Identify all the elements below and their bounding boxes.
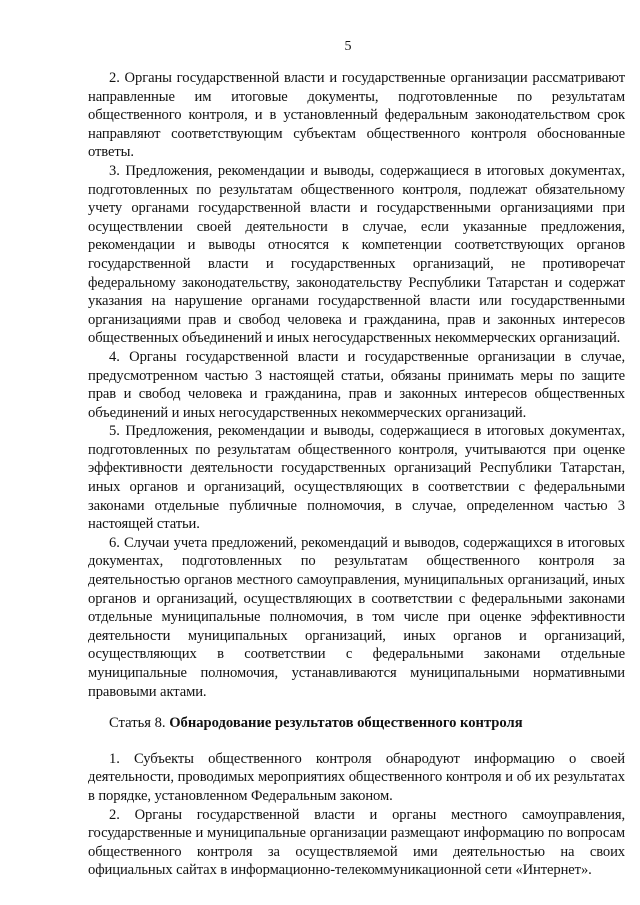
paragraph-article7-part3: 3. Предложения, рекомендации и выводы, содержащиеся в итоговых документах, подготовленных по результатам общественного контроля, подлежат обязательному учету органами государственной власти и государственными организациями при осуществлении своей деятельности в случае, если указанные предложения, рекомендации и выводы относятся к компетенции соответствующих органов государственной власти и государственных организаций, не противоречат федеральному законодательству, законодательству Республики Татарстан и содержат указания на нарушение органами государственной власти или государственными организациями прав и свобод человека и гражданина, прав и законных интересов общественных объединений и иных негосударственных некоммерческих организаций. [88,162,625,347]
paragraph-article8-part1: 1. Субъекты общественного контроля обнародуют информацию о своей деятельности, проводимых мероприятиях общественного контроля и об их результатах в порядке, установленном Федеральным законом. [88,750,625,804]
document-body [88,69,625,880]
paragraph-article7-part2: 2. Органы государственной власти и государственные организации рассматривают направленные им итоговые документы, подготовленные по результатам общественного контроля, и в установленный федеральным законодательством срок направляют соответствующим субъектам общественного контроля обоснованные ответы. [88,70,625,161]
paragraph-article7-part5: 5. Предложения, рекомендации и выводы, содержащиеся в итоговых документах, подготовленных по результатам общественного контроля, учитываются при оценке эффективности деятельности государственных организаций Республики Татарстан, иных органов и организаций, осуществляющих в соответствии с федеральными законами отдельные публичные полномочия, в случае, определенном частью 3 настоящей статьи. [88,423,625,533]
article-8-heading [88,714,625,733]
paragraph-article7-part6: 6. Случаи учета предложений, рекомендаций и выводов, содержащихся в итоговых документах, подготовленных по результатам общественного контроля за деятельностью органов местного самоуправления, муниципальных организаций, иных органов и организаций, осуществляющих в соответствии с федеральными законами отдельные муниципальные полномочия, в том числе при оценке эффективности деятельности муниципальных организаций, иных органов и организаций, осуществляющих в соответствии с федеральными законами отдельные муниципальные полномочия, устанавливаются муниципальными нормативными правовыми актами. [88,534,625,700]
article-8-title: Обнародование результатов общественного контроля [169,715,523,732]
article-8-prefix: Статья 8. [109,715,166,732]
paragraph-article7-part4: 4. Органы государственной власти и государственные организации в случае, предусмотренном частью 3 настоящей статьи, обязаны принимать меры по защите прав и свобод человека и гражданина, прав и законных интересов общественных объединений и иных негосударственных некоммерческих организаций. [88,348,625,421]
page-number: 5 [344,39,352,54]
paragraph-article8-part2: 2. Органы государственной власти и органы местного самоуправления, государственные и муниципальные организации размещают информацию по вопросам общественного контроля за осуществляемой ими деятельностью на своих официальных сайтах в информационно-телекоммуникационной сети «Интернет». [88,806,625,879]
